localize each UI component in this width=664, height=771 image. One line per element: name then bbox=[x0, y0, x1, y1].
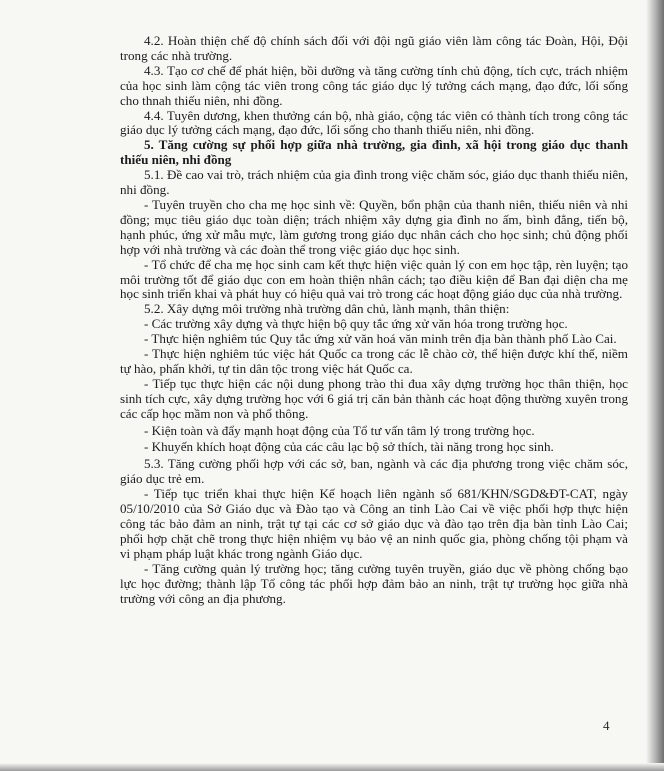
bullet-to-tu-van: - Kiện toàn và đẩy mạnh hoạt động của Tổ tư vấn tâm lý trong trường học. bbox=[144, 422, 535, 438]
paragraph-5-3: 5.3. Tăng cường phối hợp với các sở, ban, ngành và các địa phương trong việc chăm sóc, giáo dục trẻ em. bbox=[120, 456, 628, 487]
scan-edge-shadow-bottom bbox=[0, 763, 664, 771]
scan-edge-shadow-right bbox=[646, 0, 664, 771]
bullet-quy-tac-lao-cai: - Thực hiện nghiêm túc Quy tắc ứng xử văn hoá văn minh trên địa bàn thành phố Lào Cai. bbox=[144, 331, 617, 347]
document-body bbox=[120, 34, 628, 606]
bullet-quy-tac-ung-xu: - Các trường xây dựng và thực hiện bộ quy tắc ứng xử văn hóa trong trường học. bbox=[144, 316, 568, 332]
section-heading-5: 5. Tăng cường sự phối hợp giữa nhà trường, gia đình, xã hội trong giáo dục thanh thiếu niên, nhi đồng bbox=[120, 137, 628, 168]
paragraph-4-2: 4.2. Hoàn thiện chế độ chính sách đối với đội ngũ giáo viên làm công tác Đoàn, Hội, Đội trong các nhà trường. bbox=[120, 33, 628, 63]
bullet-to-chuc: - Tổ chức để cha mẹ học sinh cam kết thực hiện việc quản lý con em học tập, rèn luyện; tạo môi trường tốt để giáo dục con em hoàn thiện nhân cách; tạo điều kiện để Ban đại diện cha mẹ học sinh triển khai và phát huy có hiệu quả vai trò trong các hoạt động giáo dục của nhà trường. bbox=[120, 256, 628, 302]
page-number: 4 bbox=[603, 718, 610, 733]
paragraph-5-1: 5.1. Đề cao vai trò, trách nhiệm của gia đình trong việc chăm sóc, giáo dục thanh thiếu niên, nhi đồng. bbox=[120, 167, 628, 198]
bullet-hat-quoc-ca: - Thực hiện nghiêm túc việc hát Quốc ca trong các lễ chào cờ, thể hiện được khí thế, niềm tự hào, phấn khởi, tự tin dân tộc trong việc hát Quốc ca. bbox=[120, 346, 628, 376]
paragraph-4-3: 4.3. Tạo cơ chế để phát hiện, bồi dưỡng và tăng cường tính chủ động, tích cực, trách nhiệm của học sinh làm cộng tác viên trong công tác giáo dục lý tưởng cách mạng, đạo đức, lối sống cho thnah thiếu niên, nhi đồng. bbox=[120, 62, 628, 108]
bullet-truong-hoc-than-thien: - Tiếp tục thực hiện các nội dung phong trào thi đua xây dựng trường học thân thiện, học sinh tích cực, xây dựng trường học với 6 giá trị căn bản thành các hoạt động thường xuyên trong các cấp học mầm non và phổ thông. bbox=[120, 375, 628, 421]
bullet-quan-ly-truong-hoc: - Tăng cường quản lý trường học; tăng cường tuyên truyền, giáo dục về phòng chống bạo lực học đường; thành lập Tổ công tác phối hợp đảm bảo an ninh, trật tự trường học giữa nhà trường với công an địa phương. bbox=[120, 560, 628, 606]
paragraph-5-2: 5.2. Xây dựng môi trường nhà trường dân chủ, lành mạnh, thân thiện: bbox=[144, 301, 510, 317]
bullet-cau-lac-bo: - Khuyến khích hoạt động của các câu lạc bộ sở thích, tài năng trong học sinh. bbox=[144, 439, 554, 455]
paragraph-4-4: 4.4. Tuyên dương, khen thưởng cán bộ, nhà giáo, cộng tác viên có thành tích trong công tác giáo dục lý tưởng cách mạng, đạo đức, lối sống cho thanh thiếu niên, nhi đồng. bbox=[120, 107, 628, 138]
bullet-ke-hoach-lien-nganh: - Tiếp tục triển khai thực hiện Kế hoạch liên ngành số 681/KHN/SGD&ĐT-CAT, ngày 05/10/2010 của Sở Giáo dục và Đào tạo và Công an tỉnh Lào Cai về việc phối hợp thực hiện công tác bảo đảm an ninh, trật tự tại các cơ sở giáo dục và đào tạo trên địa bàn tỉnh Lào Cai; phối hợp chặt chẽ trong thực hiện nhiệm vụ bảo vệ an ninh quốc gia, phòng chống tội phạm và vi phạm pháp luật khác trong ngành Giáo dục. bbox=[120, 486, 628, 561]
bullet-tuyen-truyen: - Tuyên truyền cho cha mẹ học sinh về: Quyền, bổn phận của thanh niên, thiếu niên và nhi đồng; mục tiêu giáo dục toàn diện; trách nhiệm xây dựng gia đình no ấm, bình đẳng, tiến bộ, hạnh phúc, ứng xử mẫu mực, làm gương trong giáo dục nhân cách cho học sinh; chủ động phối hợp với nhà trường và các đoàn thể trong việc giáo dục học sinh. bbox=[120, 196, 628, 257]
